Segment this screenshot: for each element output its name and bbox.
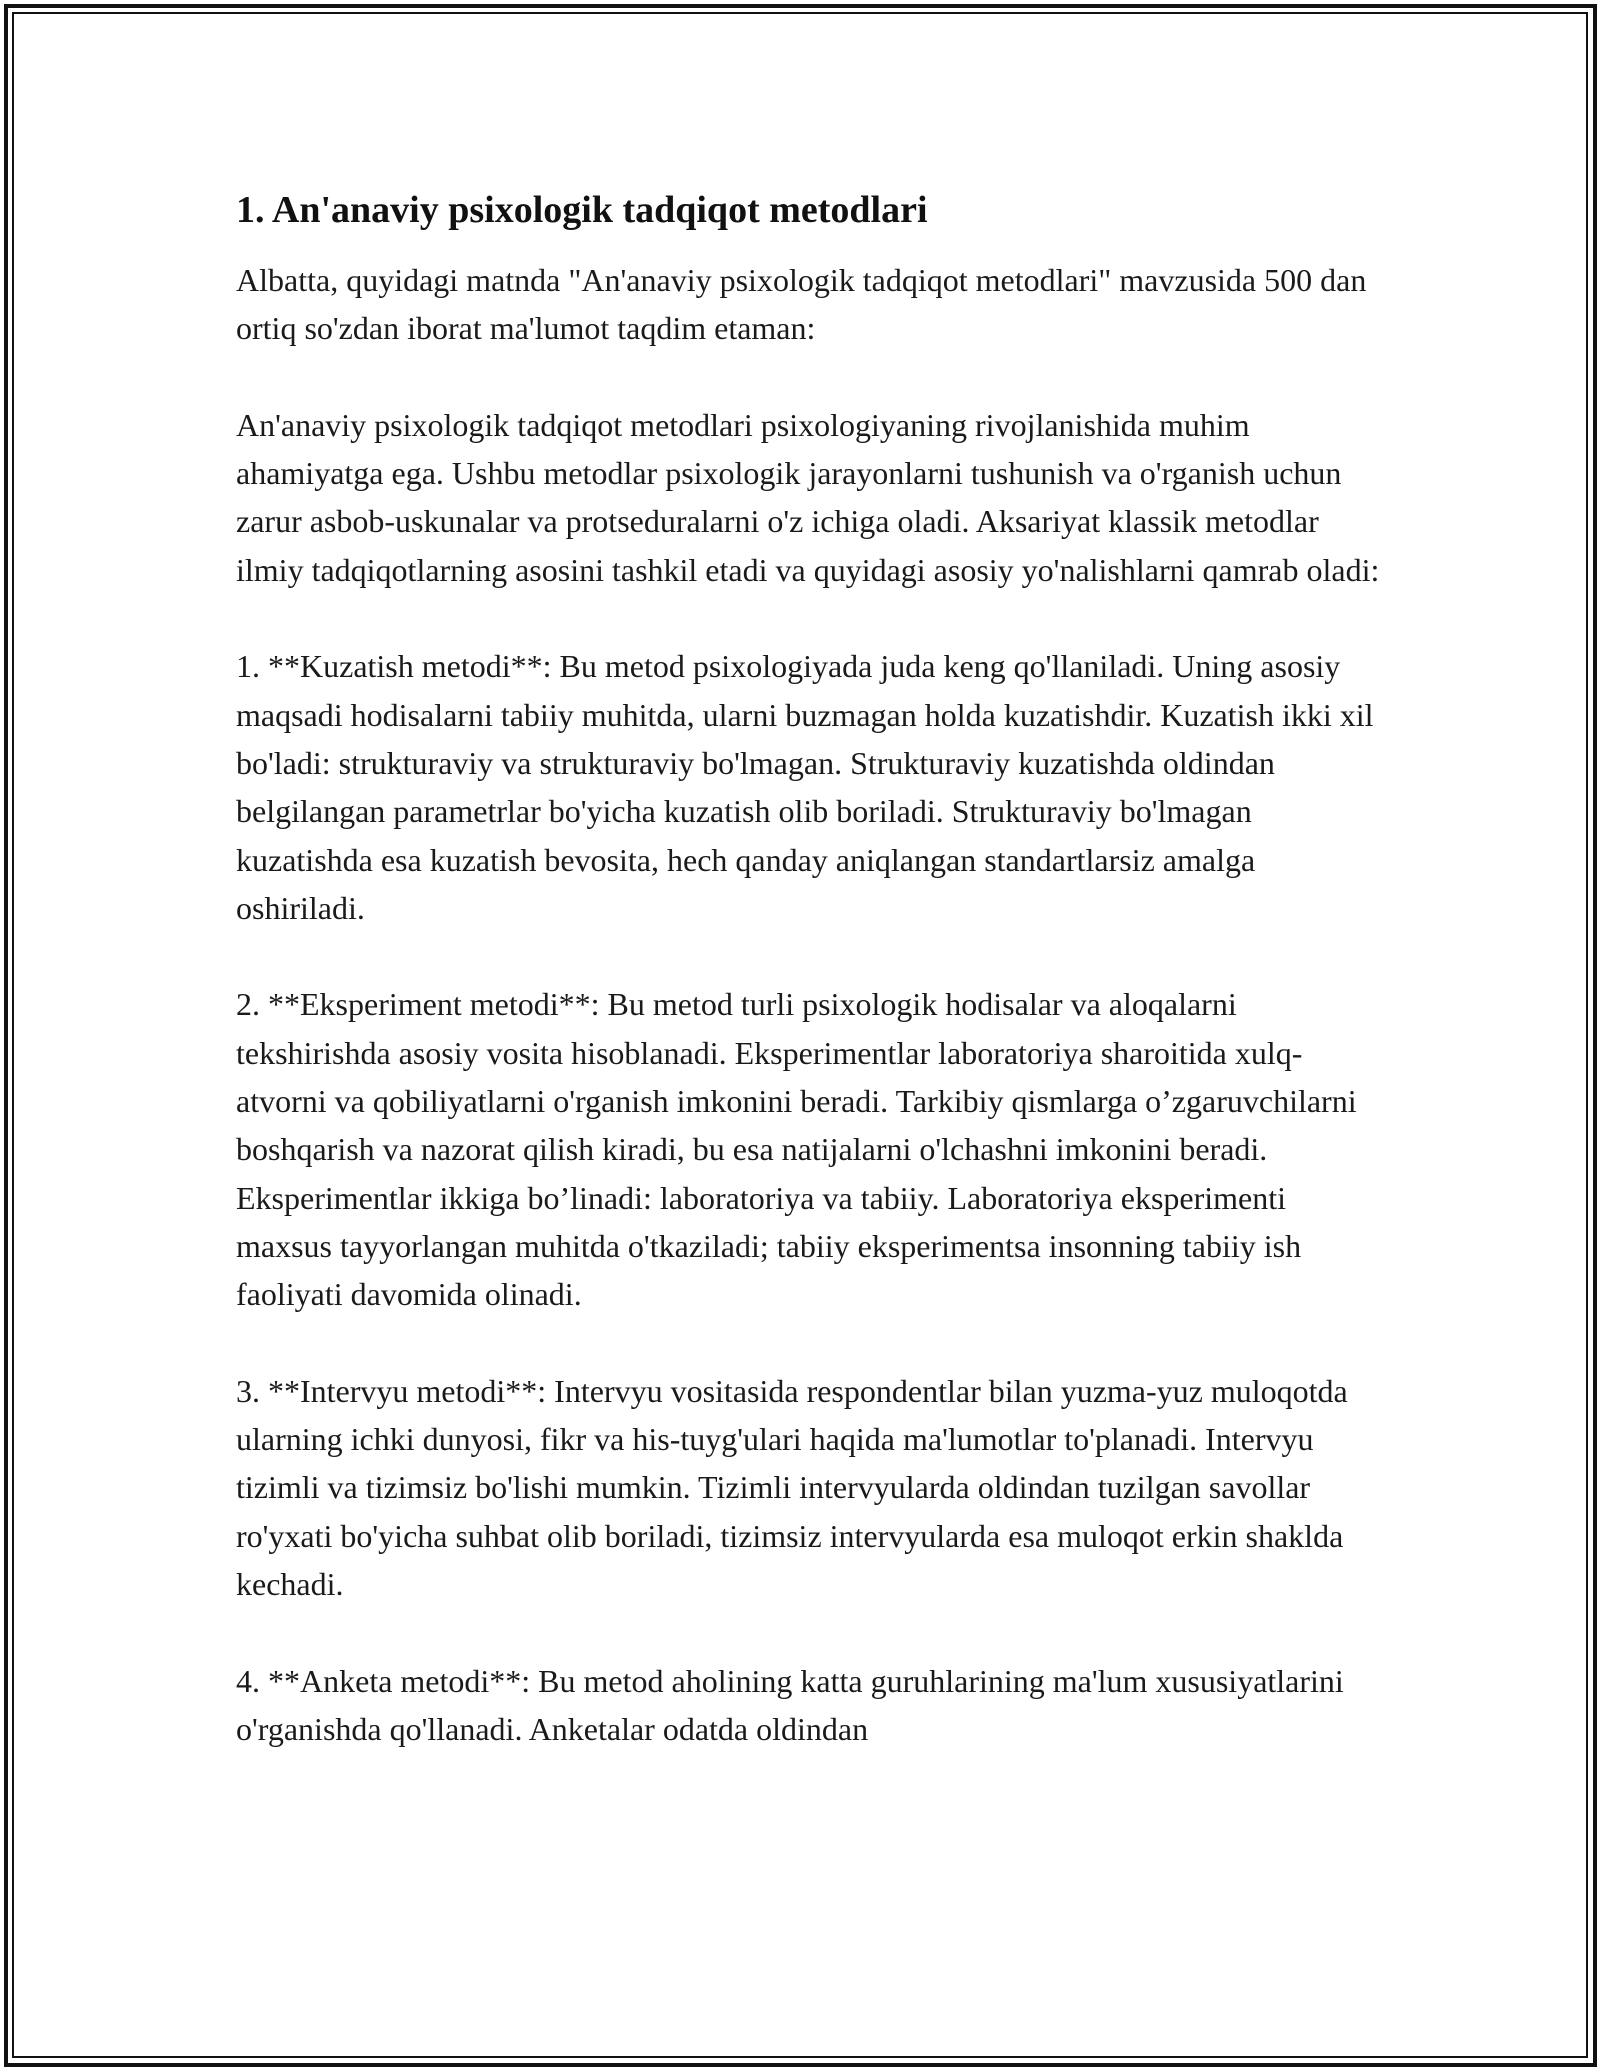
questionnaire-method-paragraph: 4. **Anketa metodi**: Bu metod aholining katta guruhlarining ma'lum xususiyatlarini o'rganishda qo'llanadi. Anketalar odatda oldindan	[236, 1662, 1344, 1747]
observation-method-paragraph: 1. **Kuzatish metodi**: Bu metod psixologiyada juda keng qo'llaniladi. Uning asosiy maqsadi hodisalarni tabiiy muhitda, ularni buzmagan holda kuzatishdir. Kuzatish ikki xil bo'ladi: strukturaviy va strukturaviy bo'lmagan. Strukturaviy kuzatishda oldindan belgilangan parametrlar bo'yicha kuzatish olib boriladi. Strukturaviy bo'lmagan kuzatishda esa kuzatish bevosita, hech qanday aniqlangan standartlarsiz amalga oshiriladi.	[236, 648, 1374, 926]
overview-paragraph: An'anaviy psixologik tadqiqot metodlari psixologiyaning rivojlanishida muhim ahamiyatga ega. Ushbu metodlar psixologik jarayonlarni tushunish va o'rganish uchun zarur asbob-uskunalar va protseduralarni o'z ichiga oladi. Aksariyat klassik metodlar ilmiy tadqiqotlarning asosini tashkil etadi va quyidagi asosiy yo'nalishlarni qamrab oladi:	[236, 406, 1380, 588]
document-title: 1. An'anaviy psixologik tadqiqot metodlari	[236, 189, 928, 231]
interview-method-paragraph: 3. **Intervyu metodi**: Intervyu vositasida respondentlar bilan yuzma-yuz muloqotda ularning ichki dunyosi, fikr va his-tuyg'ulari haqida ma'lumotlar to'planadi. Intervyu tizimli va tizimsiz bo'lishi mumkin. Tizimli intervyularda oldindan tuzilgan savollar ro'yxati bo'yicha suhbat olib boriladi, tizimsiz intervyularda esa muloqot erkin shaklda kechadi.	[236, 1372, 1348, 1603]
intro-paragraph: Albatta, quyidagi matnda "An'anaviy psixologik tadqiqot metodlari" mavzusida 500 dan ortiq so'zdan iborat ma'lumot taqdim etaman:	[236, 262, 1367, 347]
document-body	[236, 186, 1386, 1753]
experiment-method-paragraph: 2. **Eksperiment metodi**: Bu metod turli psixologik hodisalar va aloqalarni tekshirishda asosiy vosita hisoblanadi. Eksperimentlar laboratoriya sharoitida xulq-atvorni va qobiliyatlarni o'rganish imkonini beradi. Tarkibiy qismlarga o’zgaruvchilarni boshqarish va nazorat qilish kiradi, bu esa natijalarni o'lchashni imkonini beradi. Eksperimentlar ikkiga bo’linadi: laboratoriya va tabiiy. Laboratoriya eksperimenti maxsus tayyorlangan muhitda o'tkaziladi; tabiiy eksperimentsa insonning tabiiy ish faoliyati davomida olinadi.	[236, 986, 1357, 1313]
